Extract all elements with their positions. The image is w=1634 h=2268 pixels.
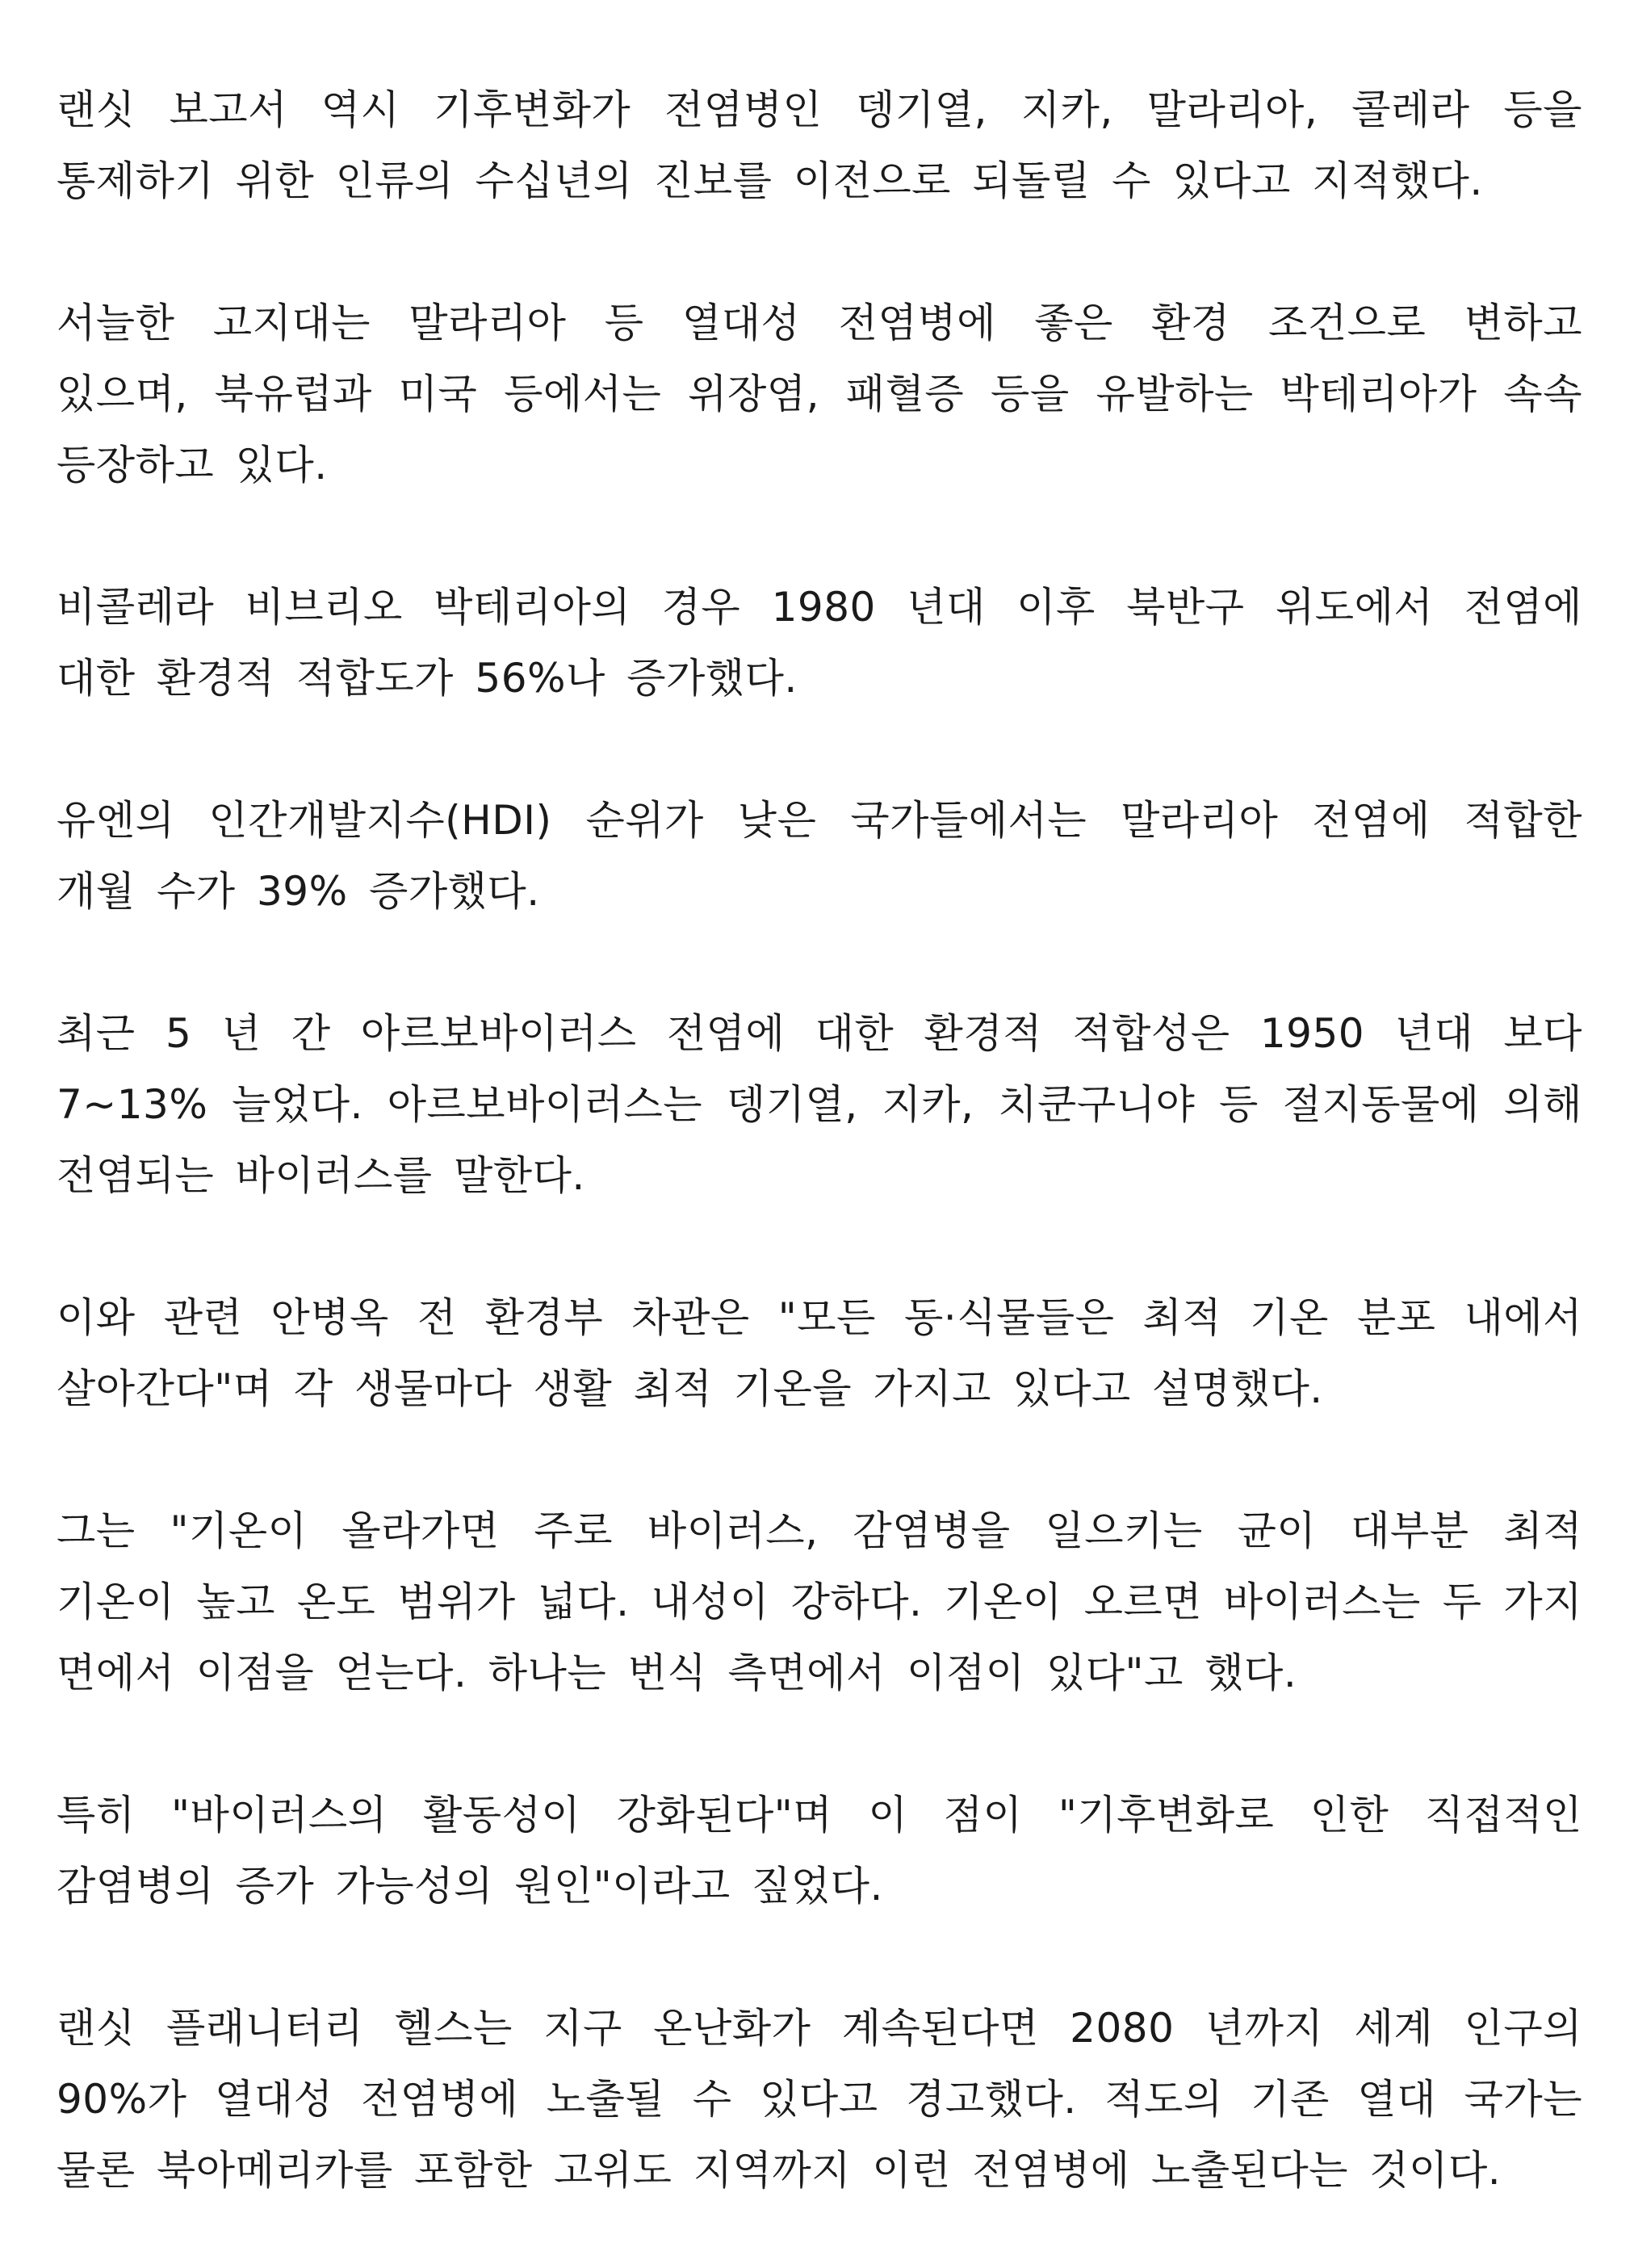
paragraph-5: 최근 5 년 간 아르보바이러스 전염에 대한 환경적 적합성은 1950 년대 보다 7~13% 늘었다. 아르보바이러스는 뎅기열, 지카, 치쿤구니야 등 절지동물에 의해 전염되는 바이러스를 말한다. (57, 1010, 1582, 1199)
paragraph-8: 특히 "바이러스의 활동성이 강화된다"며 이 점이 "기후변화로 인한 직접적인 감염병의 증가 가능성의 원인"이라고 짚었다. (57, 1792, 1582, 1910)
paragraph-3: 비콜레라 비브리오 박테리아의 경우 1980 년대 이후 북반구 위도에서 전염에 대한 환경적 적합도가 56%나 증가했다. (57, 584, 1582, 702)
paragraph-4: 유엔의 인간개발지수(HDI) 순위가 낮은 국가들에서는 말라리아 전염에 적합한 개월 수가 39% 증가했다. (57, 797, 1582, 915)
paragraph-1: 랜싯 보고서 역시 기후변화가 전염병인 뎅기열, 지카, 말라리아, 콜레라 등을 통제하기 위한 인류의 수십년의 진보를 이전으로 되돌릴 수 있다고 지적했다. (57, 86, 1582, 204)
paragraph-9: 랜싯 플래니터리 헬스는 지구 온난화가 계속된다면 2080 년까지 세계 인구의 90%가 열대성 전염병에 노출될 수 있다고 경고했다. 적도의 기존 열대 국가는 물론 북아메리카를 포함한 고위도 지역까지 이런 전염병에 노출된다는 것이다. (57, 2005, 1582, 2194)
paragraph-6: 이와 관련 안병옥 전 환경부 차관은 "모든 동·식물들은 최적 기온 분포 내에서 살아간다"며 각 생물마다 생활 최적 기온을 가지고 있다고 설명했다. (57, 1294, 1582, 1412)
article-body (57, 74, 1582, 2206)
paragraph-7: 그는 "기온이 올라가면 주로 바이러스, 감염병을 일으키는 균이 대부분 최적 기온이 높고 온도 범위가 넓다. 내성이 강하다. 기온이 오르면 바이러스는 두 가지 면에서 이점을 얻는다. 하나는 번식 측면에서 이점이 있다"고 했다. (57, 1507, 1582, 1696)
paragraph-2: 서늘한 고지대는 말라리아 등 열대성 전염병에 좋은 환경 조건으로 변하고 있으며, 북유럽과 미국 등에서는 위장염, 패혈증 등을 유발하는 박테리아가 속속 등장하고 있다. (57, 300, 1582, 488)
